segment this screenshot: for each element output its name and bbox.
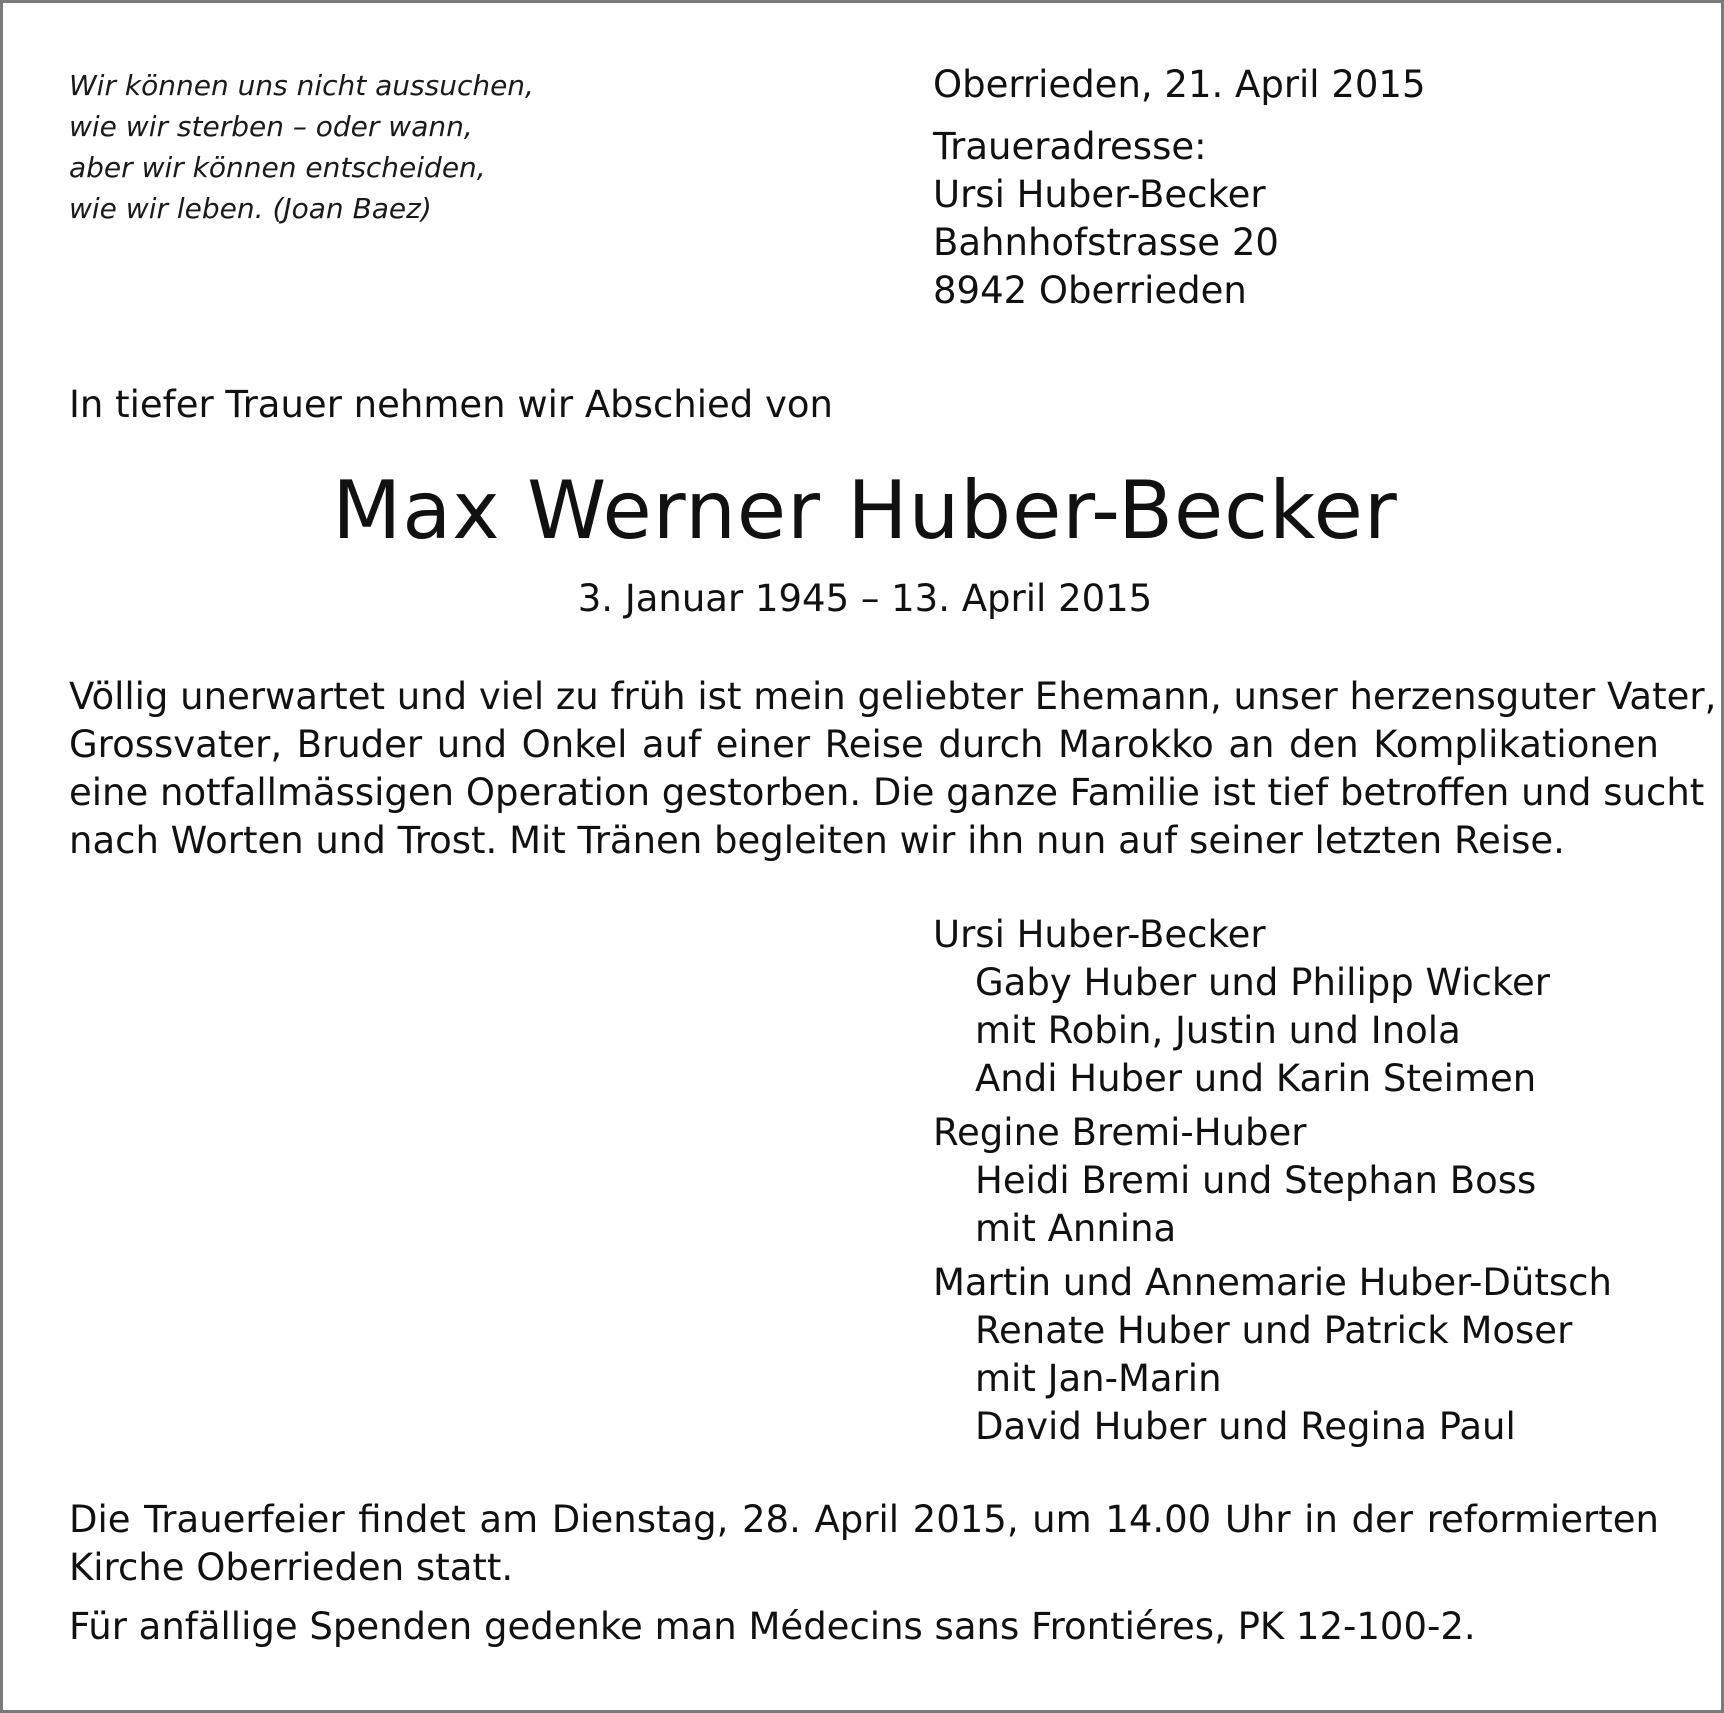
family-group <box>933 911 1693 1103</box>
family-member: mit Robin, Justin und Inola <box>975 1009 1461 1052</box>
family-group <box>933 1259 1693 1451</box>
deceased-name: Max Werner Huber-Becker <box>332 464 1398 557</box>
family-head: Regine Bremi-Huber <box>933 1111 1307 1154</box>
family-member: Renate Huber und Patrick Moser <box>975 1309 1573 1352</box>
life-dates: 3. Januar 1945 – 13. April 2015 <box>577 577 1153 620</box>
family-member: Gaby Huber und Philipp Wicker <box>975 961 1550 1004</box>
quote-line: aber wir können entscheiden, <box>69 151 486 184</box>
address-line: 8942 Oberrieden <box>933 269 1247 312</box>
quote-line: wie wir leben. (Joan Baez) <box>69 192 432 225</box>
family-head: Ursi Huber-Becker <box>933 913 1266 956</box>
family-member: mit Annina <box>975 1207 1177 1250</box>
family-group <box>933 1109 1693 1253</box>
main-text-line: Grossvater, Bruder und Onkel auf einer Reise durch Marokko an den Komplikationen <box>69 723 1659 766</box>
address-line: Ursi Huber-Becker <box>933 173 1266 216</box>
family-head: Martin und Annemarie Huber-Dütsch <box>933 1261 1612 1304</box>
ceremony-line: Kirche Oberrieden statt. <box>69 1546 514 1589</box>
address-label: Traueradresse: <box>933 125 1207 168</box>
main-text-line: eine notfallmässigen Operation gestorben. Die ganze Familie ist tief betroffen und sucht <box>69 771 1705 814</box>
family-list <box>933 911 1693 1457</box>
family-member: mit Jan-Marin <box>975 1357 1222 1400</box>
ceremony-line: Die Trauerfeier findet am Dienstag, 28. April 2015, um 14.00 Uhr in der reformierten <box>69 1498 1659 1541</box>
header-info <box>933 61 1693 315</box>
address-line: Bahnhofstrasse 20 <box>933 221 1279 264</box>
ceremony-info <box>69 1496 1659 1592</box>
main-text-line: nach Worten und Trost. Mit Tränen begleiten wir ihn nun auf seiner letzten Reise. <box>69 819 1565 862</box>
main-text <box>69 673 1717 865</box>
quote-line: wie wir sterben – oder wann, <box>69 110 473 143</box>
intro-text: In tiefer Trauer nehmen wir Abschied von <box>69 383 834 426</box>
family-member: Heidi Bremi und Stephan Boss <box>975 1159 1537 1202</box>
donations-info: Für anfällige Spenden gedenke man Médecins sans Frontiéres, PK 12-100-2. <box>69 1605 1476 1648</box>
place-date: Oberrieden, 21. April 2015 <box>933 63 1426 106</box>
family-member: Andi Huber und Karin Steimen <box>975 1057 1537 1100</box>
main-text-line: Völlig unerwartet und viel zu früh ist mein geliebter Ehemann, unser herzensguter Vater, <box>69 675 1717 718</box>
quote-block <box>69 65 629 229</box>
family-member: David Huber und Regina Paul <box>975 1405 1516 1448</box>
quote-line: Wir können uns nicht aussuchen, <box>69 69 534 102</box>
